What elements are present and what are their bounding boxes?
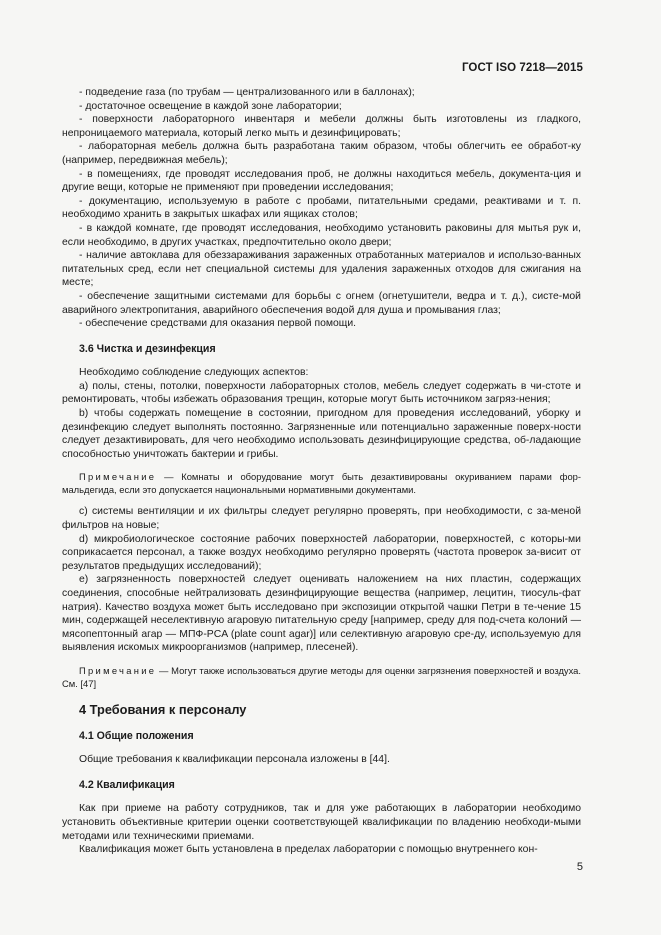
list-item: - обеспечение средствами для оказания первой помощи. [79,318,357,330]
section-heading-3-6: 3.6 Чистка и дезинфекция [79,342,216,355]
document-id: ГОСТ ISO 7218—2015 [461,62,583,74]
note-text: — Могут также использоваться другие методы для оценки загрязнения поверхностей и воздуха. См. [47] [62,664,581,689]
list-item-b: b) чтобы содержать помещение в состоянии, пригодном для проведения исследований, уборку и дезинфекцию следует выполнять постоянно. Загрязненные или потенциально зараженные поверх-ности следует дезактивировать, для чего необходимо использовать дезинфицирующие средства, об-ладающие способностью уничтожать бактерии и грибы. [62,408,581,460]
note [62,664,581,690]
list-item: - обеспечение защитными системами для борьбы с огнем (огнетушители, ведра и т. д.), систе-мой аварийного электропитания, аварийного обеспечения водой для душа и промывания глаз; [62,290,581,316]
list-item-d: d) микробиологическое состояние рабочих поверхностей лаборатории, поверхностей, с которы-ми соприкасается персонал, а также воздух необходимо регулярно проверять (частота проверок за-висит от результатов предыдущих исследований); [62,533,581,572]
list-item: - лабораторная мебель должна быть разработана таким образом, чтобы облегчить ее обработ-ку (например, передвижная мебель); [62,141,581,166]
section-heading-4: 4 Требования к персоналу [79,701,247,717]
list-item: - достаточное освещение в каждой зоне лаборатории; [79,100,342,112]
paragraph: Как при приеме на работу сотрудников, так и для уже работающих в лаборатории необходимо установить объективные критерии оценки соответствующей квалификации по владению необходи-мыми методами или техническими приемами. [62,803,581,842]
paragraph: Необходимо соблюдение следующих аспектов: [79,367,309,379]
section-heading-4-2: 4.2 Квалификация [79,778,175,791]
list-item: - поверхности лабораторного инвентаря и мебели должны быть изготовлены из гладкого, непроницаемого материала, который легко мыть и дезинфицировать; [62,114,581,139]
list-item-a: а) полы, стены, потолки, поверхности лабораторных столов, мебель следует содержать в чи-стоте и ремонтировать, чтобы избежать образования трещин, которые могут быть источником загряз-нения; [62,380,581,406]
page-content [62,86,581,857]
paragraph: Квалификация может быть установлена в пределах лаборатории с помощью внутреннего кон- [79,844,538,856]
note-label: Примечание [79,664,157,676]
section-heading-4-1: 4.1 Общие положения [79,729,194,742]
note-label: Примечание [79,471,157,483]
list-item: - подведение газа (по трубам — централизованного или в баллонах); [79,87,415,98]
page-number: 5 [576,861,583,873]
list-item: - документацию, используемую в работе с пробами, питательными средами, реактивами и т. п. необходимо хранить в закрытых шкафах или ящиках столов; [62,195,581,221]
note [62,470,581,496]
note-text: — Комнаты и оборудование могут быть дезактивированы окуриванием парами фор-мальдегида, если это допускается национальными нормативными документами. [62,471,581,496]
list-item: - в помещениях, где проводят исследования проб, не должны находиться мебель, документа-ция и другие вещи, которые не применяют при проведении исследования; [62,168,581,194]
list-item-c: с) системы вентиляции и их фильтры следует регулярно проверять, при необходимости, с за-меной фильтров на новые; [62,506,581,532]
list-item: - наличие автоклава для обеззараживания зараженных отработанных материалов и использо-ванных питательных сред, если нет специальной системы для удаления зараженных отходов для сжигания на месте; [62,250,581,289]
paragraph: Общие требования к квалификации персонала изложены в [44]. [79,754,390,766]
list-item: - в каждой комнате, где проводят исследования, необходимо установить раковины для мытья рук и, если необходимо, в других участках, предпочтительно около двери; [62,222,581,248]
list-item-e: е) загрязненность поверхностей следует оценивать наложением на них пластин, содержащих соединения, способные нейтрализовать дезинфицирующие вещества (например, лецитин, тиосуль-фат натрия). Качество воздуха может быть исследовано при экспозиции открытой чашки Петри в те-чение 15 мин, содержащей неселективную агаровую питательную среду [например, среду для под-счета колоний — мясопептонный агар — МПФ-PCA (plate count agar)] или селективную агаровую сре-ду, используемую для выявления искомых микроорганизмов (например, плесеней). [62,574,581,654]
